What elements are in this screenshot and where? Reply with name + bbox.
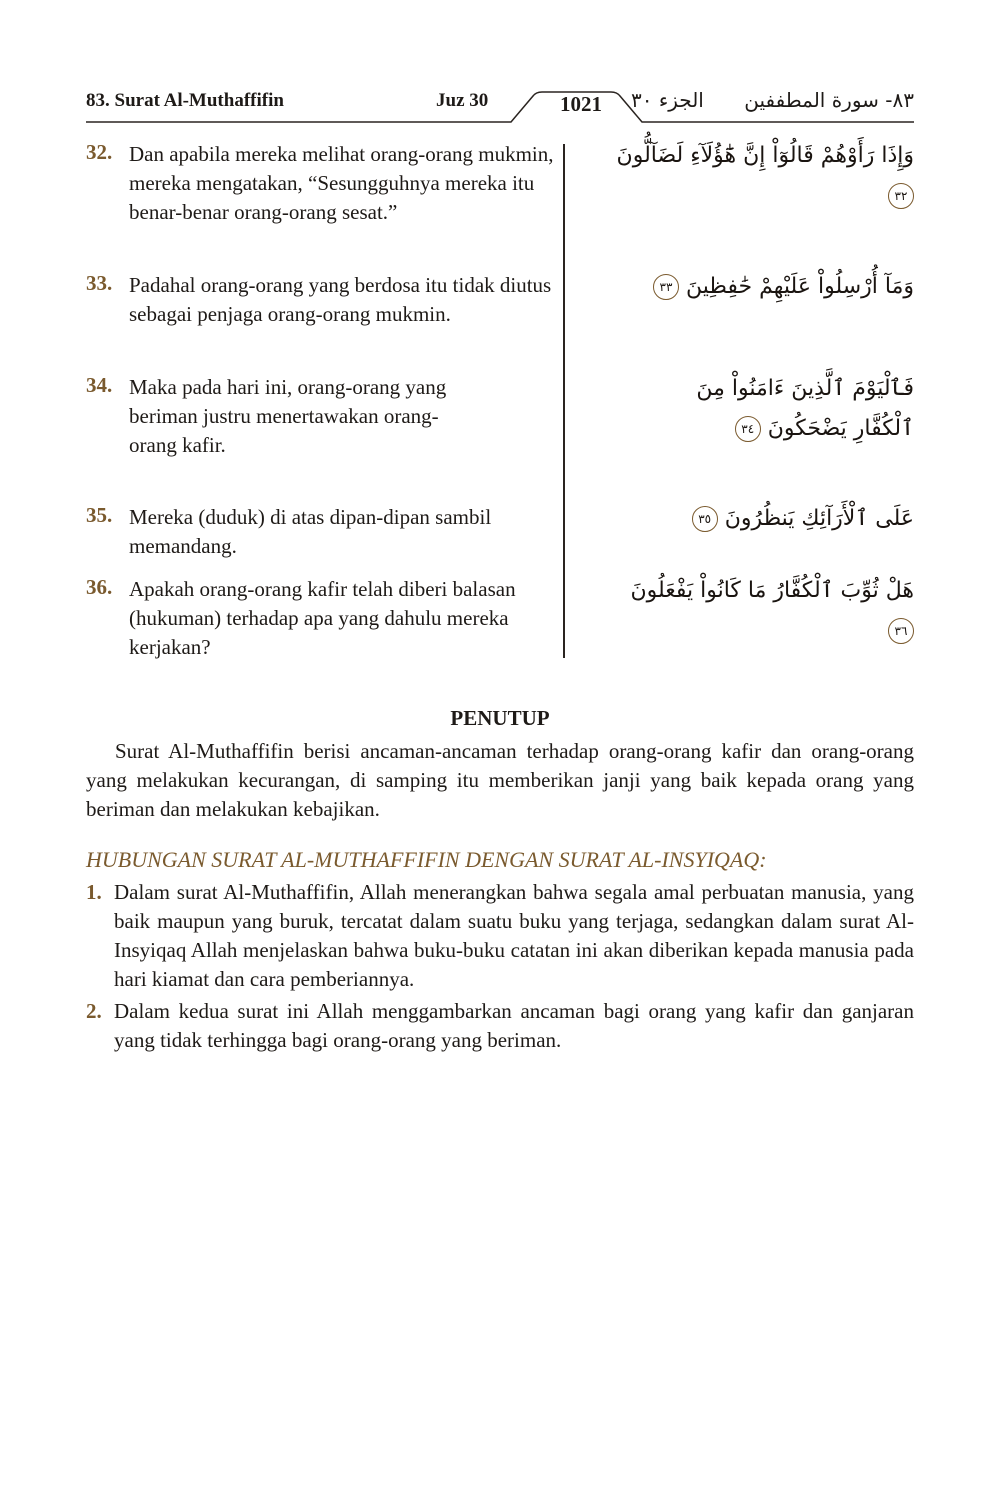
list-item-number: 1. xyxy=(86,880,102,904)
verse-number: 35. xyxy=(86,503,113,527)
verse-translation: Padahal orang-orang yang berdosa itu tidak diutus sebagai penjaga orang-orang mukmin. xyxy=(129,273,552,326)
ayah-end-marker: ٣٤ xyxy=(735,416,761,442)
verse-translation: Apakah orang-orang kafir telah diberi balasan (hukuman) terhadap apa yang dahulu mereka kerjakan? xyxy=(129,577,516,659)
column-divider xyxy=(563,144,565,658)
header-arabic-surah: ٨٣- سورة المطففين xyxy=(744,88,914,112)
list-item xyxy=(86,997,914,1055)
page-number: 1021 xyxy=(560,92,602,116)
header-juz: Juz 30 xyxy=(436,90,489,111)
verse-number: 32. xyxy=(86,140,113,164)
verse-arabic: وَمَآ أُرْسِلُواْ عَلَيْهِمْ حَٰفِظِينَ ٣٣ xyxy=(614,267,914,307)
verse-translation: Maka pada hari ini, orang-orang yang beriman justru menertawakan orang-orang kafir. xyxy=(129,375,447,457)
ayah-end-marker: ٣٣ xyxy=(653,274,679,300)
list-item-number: 2. xyxy=(86,999,102,1023)
header-arabic-juz: الجزء ٣٠ xyxy=(631,88,704,112)
penutup-paragraph: Surat Al-Muthaffifin berisi ancaman-ancaman terhadap orang-orang kafir dan orang-orang yang melakukan kecurangan, di samping itu memberikan janji yang baik kepada orang yang beriman dan melakukan kebajikan. xyxy=(86,739,914,821)
list-item xyxy=(86,878,914,994)
verse-translation: Mereka (duduk) di atas dipan-dipan sambil memandang. xyxy=(129,505,492,558)
hubungan-heading: HUBUNGAN SURAT AL-MUTHAFFIFIN DENGAN SURAT AL-INSYIQAQ: xyxy=(86,847,767,872)
ayah-end-marker: ٣٥ xyxy=(692,506,718,532)
list-item-text: Dalam kedua surat ini Allah menggambarkan ancaman bagi orang yang kafir dan ganjaran yang tidak terhingga bagi orang-orang yang beriman. xyxy=(114,999,914,1052)
hubungan-list xyxy=(86,878,914,1058)
verse-number: 33. xyxy=(86,271,113,295)
verse-arabic: وَإِذَا رَأَوْهُمْ قَالُوٓاْ إِنَّ هَٰٓؤُلَآءِ لَضَآلُّونَ ٣٢ xyxy=(614,136,914,216)
verse-arabic: هَلْ ثُوِّبَ ٱلْكُفَّارُ مَا كَانُواْ يَفْعَلُونَ ٣٦ xyxy=(614,571,914,651)
verse-number: 34. xyxy=(86,373,113,397)
verse-arabic: فَٱلْيَوْمَ ٱلَّذِينَ ءَامَنُواْ مِنَ ٱلْكُفَّارِ يَضْحَكُونَ ٣٤ xyxy=(696,376,914,441)
ayah-end-marker: ٣٢ xyxy=(888,183,914,209)
verse-translation: Dan apabila mereka melihat orang-orang mukmin, mereka mengatakan, “Sesungguhnya mereka itu benar-benar orang-orang sesat.” xyxy=(129,142,554,224)
header-surah-title: 83. Surat Al-Muthaffifin xyxy=(86,90,284,111)
verse-arabic: عَلَى ٱلْأَرَآئِكِ يَنظُرُونَ ٣٥ xyxy=(614,499,914,539)
page-header xyxy=(86,88,914,124)
ayah-end-marker: ٣٦ xyxy=(888,618,914,644)
list-item-text: Dalam surat Al-Muthaffifin, Allah menerangkan bahwa segala amal perbuatan manusia, yang baik maupun yang buruk, tercatat dalam suatu buku yang terjaga, sedangkan dalam surat Al-Insyiqaq Allah menjelaskan bahwa buku-buku catatan ini akan diberikan kepada manusia pada hari kiamat dan cara pemberiannya. xyxy=(114,880,914,991)
penutup-heading: PENUTUP xyxy=(450,706,550,730)
verse-number: 36. xyxy=(86,575,113,599)
